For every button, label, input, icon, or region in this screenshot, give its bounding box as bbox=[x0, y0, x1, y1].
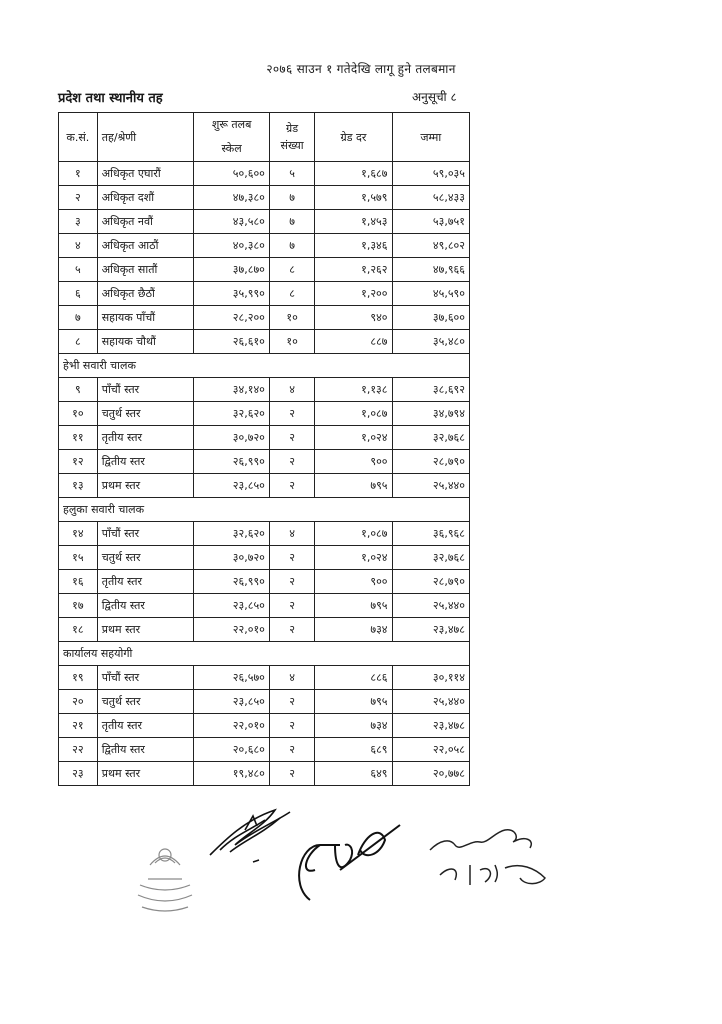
cell-start-scale: ४०,३८० bbox=[194, 234, 270, 258]
cell-total: ४७,९६६ bbox=[392, 258, 469, 282]
cell-total: ३८,६९२ bbox=[392, 378, 469, 402]
table-body bbox=[59, 162, 470, 786]
table-header-row bbox=[59, 113, 470, 162]
cell-serial: १ bbox=[59, 162, 98, 186]
table-row bbox=[59, 378, 470, 402]
cell-level: अधिकृत एघारौं bbox=[97, 162, 194, 186]
table-row bbox=[59, 234, 470, 258]
cell-level: पाँचौं स्तर bbox=[97, 378, 194, 402]
cell-start-scale: ३०,७२० bbox=[194, 546, 270, 570]
cell-level: सहायक पाँचौं bbox=[97, 306, 194, 330]
cell-serial: २१ bbox=[59, 714, 98, 738]
signature-2 bbox=[280, 815, 410, 910]
cell-level: सहायक चौथौं bbox=[97, 330, 194, 354]
cell-start-scale: २८,२०० bbox=[194, 306, 270, 330]
cell-total: ३२,७६८ bbox=[392, 546, 469, 570]
table-row bbox=[59, 186, 470, 210]
cell-start-scale: ३५,९९० bbox=[194, 282, 270, 306]
cell-level: द्वितीय स्तर bbox=[97, 738, 194, 762]
cell-grade-rate: ८८७ bbox=[315, 330, 392, 354]
cell-total: ५८,४३३ bbox=[392, 186, 469, 210]
cell-grade-rate: ७३४ bbox=[315, 618, 392, 642]
cell-grade-rate: १,६८७ bbox=[315, 162, 392, 186]
cell-start-scale: ५०,६०० bbox=[194, 162, 270, 186]
cell-level: द्वितीय स्तर bbox=[97, 594, 194, 618]
cell-level: प्रथम स्तर bbox=[97, 618, 194, 642]
cell-grade-count: २ bbox=[269, 474, 314, 498]
cell-start-scale: १९,४८० bbox=[194, 762, 270, 786]
cell-level: तृतीय स्तर bbox=[97, 714, 194, 738]
cell-start-scale: २६,९९० bbox=[194, 450, 270, 474]
header-grade-count-line2: संख्या bbox=[280, 139, 304, 152]
document-title: २०७६ साउन १ गतेदेखि लागू हुने तलबमान bbox=[266, 62, 456, 76]
cell-total: ३४,७९४ bbox=[392, 402, 469, 426]
table-row bbox=[59, 666, 470, 690]
cell-serial: १४ bbox=[59, 522, 98, 546]
cell-serial: २२ bbox=[59, 738, 98, 762]
cell-grade-count: २ bbox=[269, 618, 314, 642]
cell-grade-count: २ bbox=[269, 762, 314, 786]
cell-grade-count: २ bbox=[269, 690, 314, 714]
cell-level: प्रथम स्तर bbox=[97, 762, 194, 786]
cell-start-scale: ३२,६२० bbox=[194, 402, 270, 426]
signature-3 bbox=[425, 820, 570, 900]
cell-grade-count: २ bbox=[269, 402, 314, 426]
cell-grade-count: २ bbox=[269, 738, 314, 762]
cell-start-scale: २३,८५० bbox=[194, 690, 270, 714]
cell-total: ५९,०३५ bbox=[392, 162, 469, 186]
table-row bbox=[59, 738, 470, 762]
cell-level: चतुर्थ स्तर bbox=[97, 690, 194, 714]
cell-grade-count: ७ bbox=[269, 210, 314, 234]
cell-total: ३६,९६८ bbox=[392, 522, 469, 546]
cell-grade-count: ४ bbox=[269, 666, 314, 690]
cell-total: २०,७७८ bbox=[392, 762, 469, 786]
cell-level: अधिकृत नवौं bbox=[97, 210, 194, 234]
cell-grade-rate: १,२६२ bbox=[315, 258, 392, 282]
header-grade-count-line1: ग्रेड bbox=[286, 122, 299, 135]
cell-grade-rate: ६८९ bbox=[315, 738, 392, 762]
cell-level: तृतीय स्तर bbox=[97, 426, 194, 450]
table-row bbox=[59, 762, 470, 786]
cell-level: द्वितीय स्तर bbox=[97, 450, 194, 474]
cell-start-scale: ३०,७२० bbox=[194, 426, 270, 450]
cell-grade-rate: ९०० bbox=[315, 570, 392, 594]
cell-serial: ९ bbox=[59, 378, 98, 402]
section-row bbox=[59, 642, 470, 666]
cell-grade-count: १० bbox=[269, 306, 314, 330]
cell-start-scale: २०,६८० bbox=[194, 738, 270, 762]
cell-grade-rate: १,०२४ bbox=[315, 426, 392, 450]
cell-total: ४९,८०२ bbox=[392, 234, 469, 258]
header-grade-count bbox=[269, 113, 314, 162]
section-heading-cell: हेभी सवारी चालक bbox=[59, 354, 470, 378]
cell-total: २२,०५८ bbox=[392, 738, 469, 762]
cell-total: २८,७९० bbox=[392, 450, 469, 474]
cell-total: ५३,७५१ bbox=[392, 210, 469, 234]
cell-grade-count: २ bbox=[269, 714, 314, 738]
cell-level: अधिकृत सातौं bbox=[97, 258, 194, 282]
cell-level: प्रथम स्तर bbox=[97, 474, 194, 498]
cell-grade-rate: १,४५३ bbox=[315, 210, 392, 234]
cell-grade-rate: ७३४ bbox=[315, 714, 392, 738]
cell-total: २५,४४० bbox=[392, 690, 469, 714]
cell-level: चतुर्थ स्तर bbox=[97, 402, 194, 426]
cell-serial: ११ bbox=[59, 426, 98, 450]
cell-serial: ६ bbox=[59, 282, 98, 306]
table-row bbox=[59, 546, 470, 570]
cell-grade-rate: ७९५ bbox=[315, 594, 392, 618]
cell-start-scale: २६,९९० bbox=[194, 570, 270, 594]
cell-serial: २० bbox=[59, 690, 98, 714]
table-row bbox=[59, 210, 470, 234]
cell-grade-count: ८ bbox=[269, 282, 314, 306]
table-row bbox=[59, 474, 470, 498]
table-row bbox=[59, 162, 470, 186]
cell-total: २५,४४० bbox=[392, 594, 469, 618]
section-heading: प्रदेश तथा स्थानीय तह bbox=[58, 91, 163, 106]
cell-grade-count: २ bbox=[269, 450, 314, 474]
salary-scale-table bbox=[58, 112, 470, 786]
cell-total: ३०,११४ bbox=[392, 666, 469, 690]
cell-serial: ४ bbox=[59, 234, 98, 258]
table-row bbox=[59, 402, 470, 426]
cell-level: पाँचौं स्तर bbox=[97, 666, 194, 690]
cell-total: ३२,७६८ bbox=[392, 426, 469, 450]
cell-grade-rate: १,३४६ bbox=[315, 234, 392, 258]
cell-serial: १६ bbox=[59, 570, 98, 594]
cell-total: २५,४४० bbox=[392, 474, 469, 498]
section-heading-cell: हलुका सवारी चालक bbox=[59, 498, 470, 522]
header-total: जम्मा bbox=[392, 113, 469, 162]
cell-grade-rate: १,०२४ bbox=[315, 546, 392, 570]
cell-serial: १२ bbox=[59, 450, 98, 474]
section-row bbox=[59, 498, 470, 522]
cell-grade-rate: १,२०० bbox=[315, 282, 392, 306]
cell-serial: १५ bbox=[59, 546, 98, 570]
table-row bbox=[59, 570, 470, 594]
cell-grade-rate: १,०८७ bbox=[315, 402, 392, 426]
cell-serial: ३ bbox=[59, 210, 98, 234]
cell-grade-rate: ७९५ bbox=[315, 474, 392, 498]
cell-level: चतुर्थ स्तर bbox=[97, 546, 194, 570]
schedule-number: अनुसूची ८ bbox=[412, 90, 457, 104]
table-row bbox=[59, 450, 470, 474]
cell-level: अधिकृत छैठौं bbox=[97, 282, 194, 306]
header-start-scale-line2: स्केल bbox=[221, 142, 242, 155]
table-row bbox=[59, 618, 470, 642]
cell-start-scale: ३४,१४० bbox=[194, 378, 270, 402]
cell-serial: १३ bbox=[59, 474, 98, 498]
cell-grade-rate: ६४९ bbox=[315, 762, 392, 786]
table-row bbox=[59, 714, 470, 738]
cell-serial: १९ bbox=[59, 666, 98, 690]
cell-serial: १० bbox=[59, 402, 98, 426]
table-row bbox=[59, 282, 470, 306]
cell-total: ४५,५९० bbox=[392, 282, 469, 306]
section-row bbox=[59, 354, 470, 378]
table-row bbox=[59, 522, 470, 546]
cell-total: २८,७९० bbox=[392, 570, 469, 594]
section-heading-cell: कार्यालय सहयोगी bbox=[59, 642, 470, 666]
cell-grade-count: २ bbox=[269, 546, 314, 570]
cell-grade-count: ४ bbox=[269, 522, 314, 546]
cell-start-scale: २२,०१० bbox=[194, 714, 270, 738]
cell-grade-rate: १,५७९ bbox=[315, 186, 392, 210]
cell-start-scale: २६,६१० bbox=[194, 330, 270, 354]
cell-total: ३५,४८० bbox=[392, 330, 469, 354]
header-level: तह/श्रेणी bbox=[97, 113, 194, 162]
header-serial: क.सं. bbox=[59, 113, 98, 162]
cell-start-scale: २२,०१० bbox=[194, 618, 270, 642]
cell-grade-count: ५ bbox=[269, 162, 314, 186]
header-start-scale-line1: शुरू तलब bbox=[211, 118, 252, 131]
cell-level: अधिकृत दशौं bbox=[97, 186, 194, 210]
cell-grade-rate: ८८६ bbox=[315, 666, 392, 690]
cell-start-scale: ४३,५८० bbox=[194, 210, 270, 234]
cell-grade-count: ४ bbox=[269, 378, 314, 402]
cell-grade-count: ७ bbox=[269, 234, 314, 258]
table-row bbox=[59, 594, 470, 618]
cell-total: २३,४७८ bbox=[392, 714, 469, 738]
cell-total: ३७,६०० bbox=[392, 306, 469, 330]
cell-level: अधिकृत आठौं bbox=[97, 234, 194, 258]
table-row bbox=[59, 306, 470, 330]
cell-start-scale: ३७,८७० bbox=[194, 258, 270, 282]
cell-grade-count: १० bbox=[269, 330, 314, 354]
cell-serial: ५ bbox=[59, 258, 98, 282]
cell-start-scale: २६,५७० bbox=[194, 666, 270, 690]
table-row bbox=[59, 330, 470, 354]
cell-grade-count: ८ bbox=[269, 258, 314, 282]
cell-grade-rate: ९०० bbox=[315, 450, 392, 474]
cell-grade-count: २ bbox=[269, 570, 314, 594]
cell-grade-rate: १,१३८ bbox=[315, 378, 392, 402]
table-row bbox=[59, 426, 470, 450]
cell-serial: १७ bbox=[59, 594, 98, 618]
cell-level: पाँचौं स्तर bbox=[97, 522, 194, 546]
cell-serial: २३ bbox=[59, 762, 98, 786]
header-start-scale bbox=[194, 113, 270, 162]
cell-grade-count: ७ bbox=[269, 186, 314, 210]
cell-serial: २ bbox=[59, 186, 98, 210]
office-seal bbox=[120, 835, 210, 925]
cell-level: तृतीय स्तर bbox=[97, 570, 194, 594]
cell-grade-rate: ९४० bbox=[315, 306, 392, 330]
cell-grade-rate: १,०८७ bbox=[315, 522, 392, 546]
cell-start-scale: २३,८५० bbox=[194, 594, 270, 618]
cell-start-scale: ४७,३८० bbox=[194, 186, 270, 210]
cell-grade-count: २ bbox=[269, 594, 314, 618]
table-row bbox=[59, 258, 470, 282]
header-grade-rate: ग्रेड दर bbox=[315, 113, 392, 162]
cell-grade-count: २ bbox=[269, 426, 314, 450]
cell-start-scale: २३,८५० bbox=[194, 474, 270, 498]
cell-serial: १८ bbox=[59, 618, 98, 642]
cell-total: २३,४७८ bbox=[392, 618, 469, 642]
cell-grade-rate: ७९५ bbox=[315, 690, 392, 714]
cell-start-scale: ३२,६२० bbox=[194, 522, 270, 546]
cell-serial: ७ bbox=[59, 306, 98, 330]
table-row bbox=[59, 690, 470, 714]
cell-serial: ८ bbox=[59, 330, 98, 354]
